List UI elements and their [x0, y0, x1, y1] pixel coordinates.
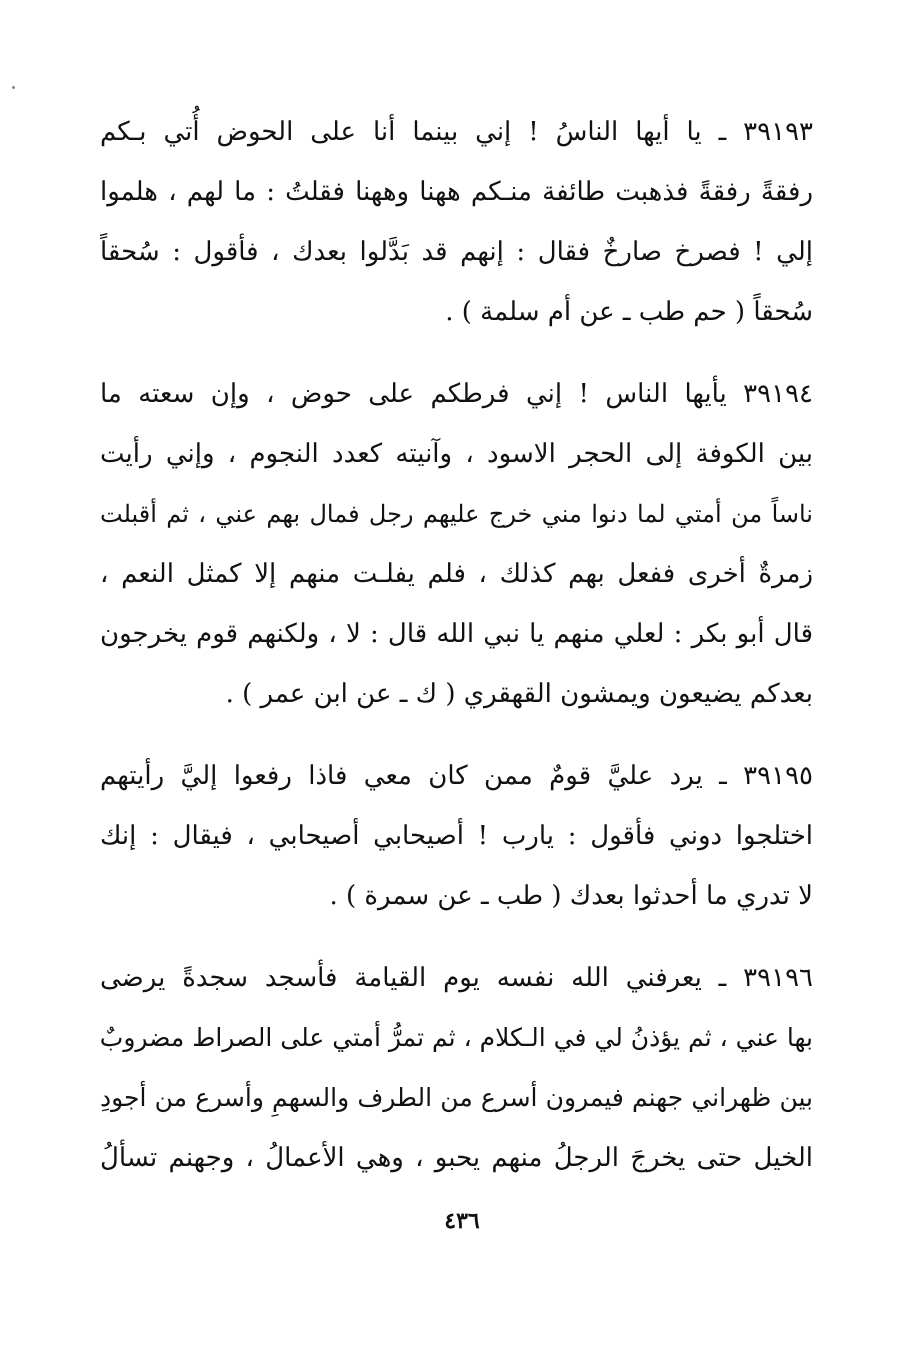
text-line: سُحقاً ( حم طب ـ عن أم سلمة ) . [445, 297, 813, 327]
text-line: بين ظهراني جهنم فيمرون أسرع من الطرف والسهمِ وأسرع من أجودِ [100, 1083, 813, 1112]
hadith-39193 [100, 102, 813, 342]
hadith-text-block [100, 102, 813, 1210]
text-line: بعدكم يضيعون ويمشون القهقري ( ك ـ عن ابن عمر ) . [225, 679, 813, 709]
page-number: ٤٣٦ [444, 1208, 480, 1234]
text-line: ٣٩١٩٤ يأيها الناس ! إني فرطكم على حوض ، وإن سعته ما [100, 379, 813, 409]
text-line: اختلجوا دوني فأقول : يارب ! أصيحابي أصيحابي ، فيقال : إنك [100, 821, 813, 851]
text-line: ٣٩١٩٥ ـ يرد عليَّ قومٌ ممن كان معي فاذا رفعوا إليَّ رأيتهم [100, 761, 813, 791]
text-line: ٣٩١٩٣ ـ يا أيها الناسُ ! إني بينما أنا على الحوض أُتي بـكم [100, 117, 813, 147]
text-line: ناساً من أمتي لما دنوا مني خرج عليهم رجل فمال بهم عني ، ثم أقبلت [100, 500, 813, 528]
scan-speck [12, 86, 15, 89]
text-line: ٣٩١٩٦ ـ يعرفني الله نفسه يوم القيامة فأسجد سجدةً يرضى [100, 963, 813, 993]
text-line: إلي ! فصرخ صارخٌ فقال : إنهم قد بَدَّلوا بعدك ، فأقول : سُحقاً [100, 237, 813, 267]
hadith-39196 [100, 948, 813, 1188]
text-line: زمرةٌ أخرى ففعل بهم كذلك ، فلم يفلـت منهم إلا كمثل النعم ، [100, 559, 813, 589]
text-line: بها عني ، ثم يؤذنُ لي في الـكلام ، ثم تمرُّ أمتي على الصراط مضروبٌ [100, 1023, 813, 1052]
text-line: قال أبو بكر : لعلي منهم يا نبي الله قال : لا ، ولكنهم قوم يخرجون [100, 619, 813, 649]
text-line: بين الكوفة إلى الحجر الاسود ، وآنيته كعدد النجوم ، وإني رأيت [100, 439, 813, 469]
hadith-39194 [100, 364, 813, 724]
hadith-39195 [100, 746, 813, 926]
text-line: الخيل حتى يخرجَ الرجلُ منهم يحبو ، وهي الأعمالُ ، وجهنم تسألُ [100, 1143, 813, 1173]
text-line: رفقةً رفقةً فذهبت طائفة منـكم ههنا وههنا فقلتُ : ما لهم ، هلموا [100, 177, 813, 207]
text-line: لا تدري ما أحدثوا بعدك ( طب ـ عن سمرة ) . [329, 881, 813, 911]
